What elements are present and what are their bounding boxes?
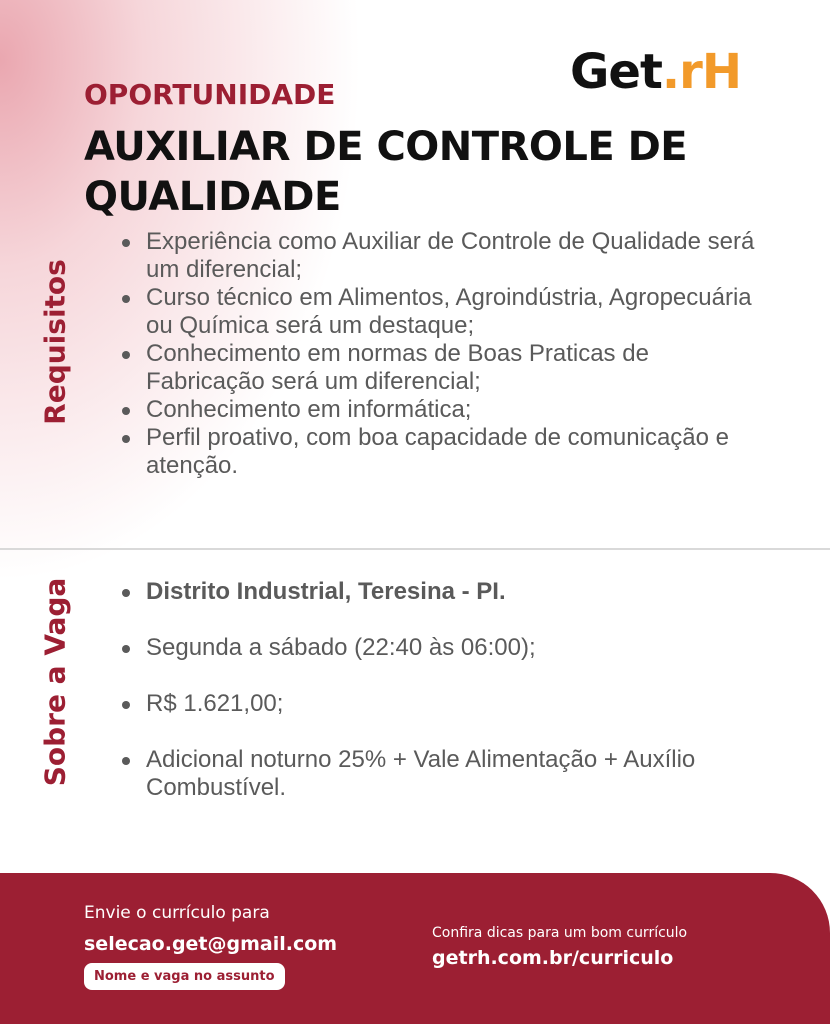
list-item: Distrito Industrial, Teresina - PI. [122,578,772,606]
list-item: Perfil proativo, com boa capacidade de comunicação e atenção. [122,424,772,480]
list-item: Segunda a sábado (22:40 às 06:00); [122,634,772,662]
getrh-logo [570,44,741,100]
list-item: Conhecimento em normas de Boas Praticas de Fabricação será um diferencial; [122,340,772,396]
footer [0,873,830,1024]
list-item: R$ 1.621,00; [122,690,772,718]
list-item: Adicional noturno 25% + Vale Alimentação + Auxílio Combustível. [122,746,772,802]
email-link[interactable]: selecao.get@gmail.com [84,933,338,955]
divider [0,548,830,550]
section-label-vaga: Sobre a Vaga [38,577,72,787]
subject-note-badge: Nome e vaga no assunto [84,963,285,990]
job-title: AUXILIAR DE CONTROLE DE QUALIDADE [84,124,688,220]
tips-link[interactable]: getrh.com.br/curriculo [432,947,674,969]
send-label: Envie o currículo para [84,903,270,923]
requirements-list [122,228,772,480]
job-details-list [122,578,772,830]
logo-dot: . [661,44,680,100]
list-item: Conhecimento em informática; [122,396,772,424]
section-label-requisitos: Requisitos [38,259,72,425]
logo-main: Get [570,44,662,100]
logo-suffix: rH [679,44,741,100]
list-item: Curso técnico em Alimentos, Agroindústria, Agropecuária ou Química será um destaque; [122,284,772,340]
tips-label: Confira dicas para um bom currículo [432,925,688,941]
list-item: Experiência como Auxiliar de Controle de Qualidade será um diferencial; [122,228,772,284]
kicker: OPORTUNIDADE [84,78,336,111]
